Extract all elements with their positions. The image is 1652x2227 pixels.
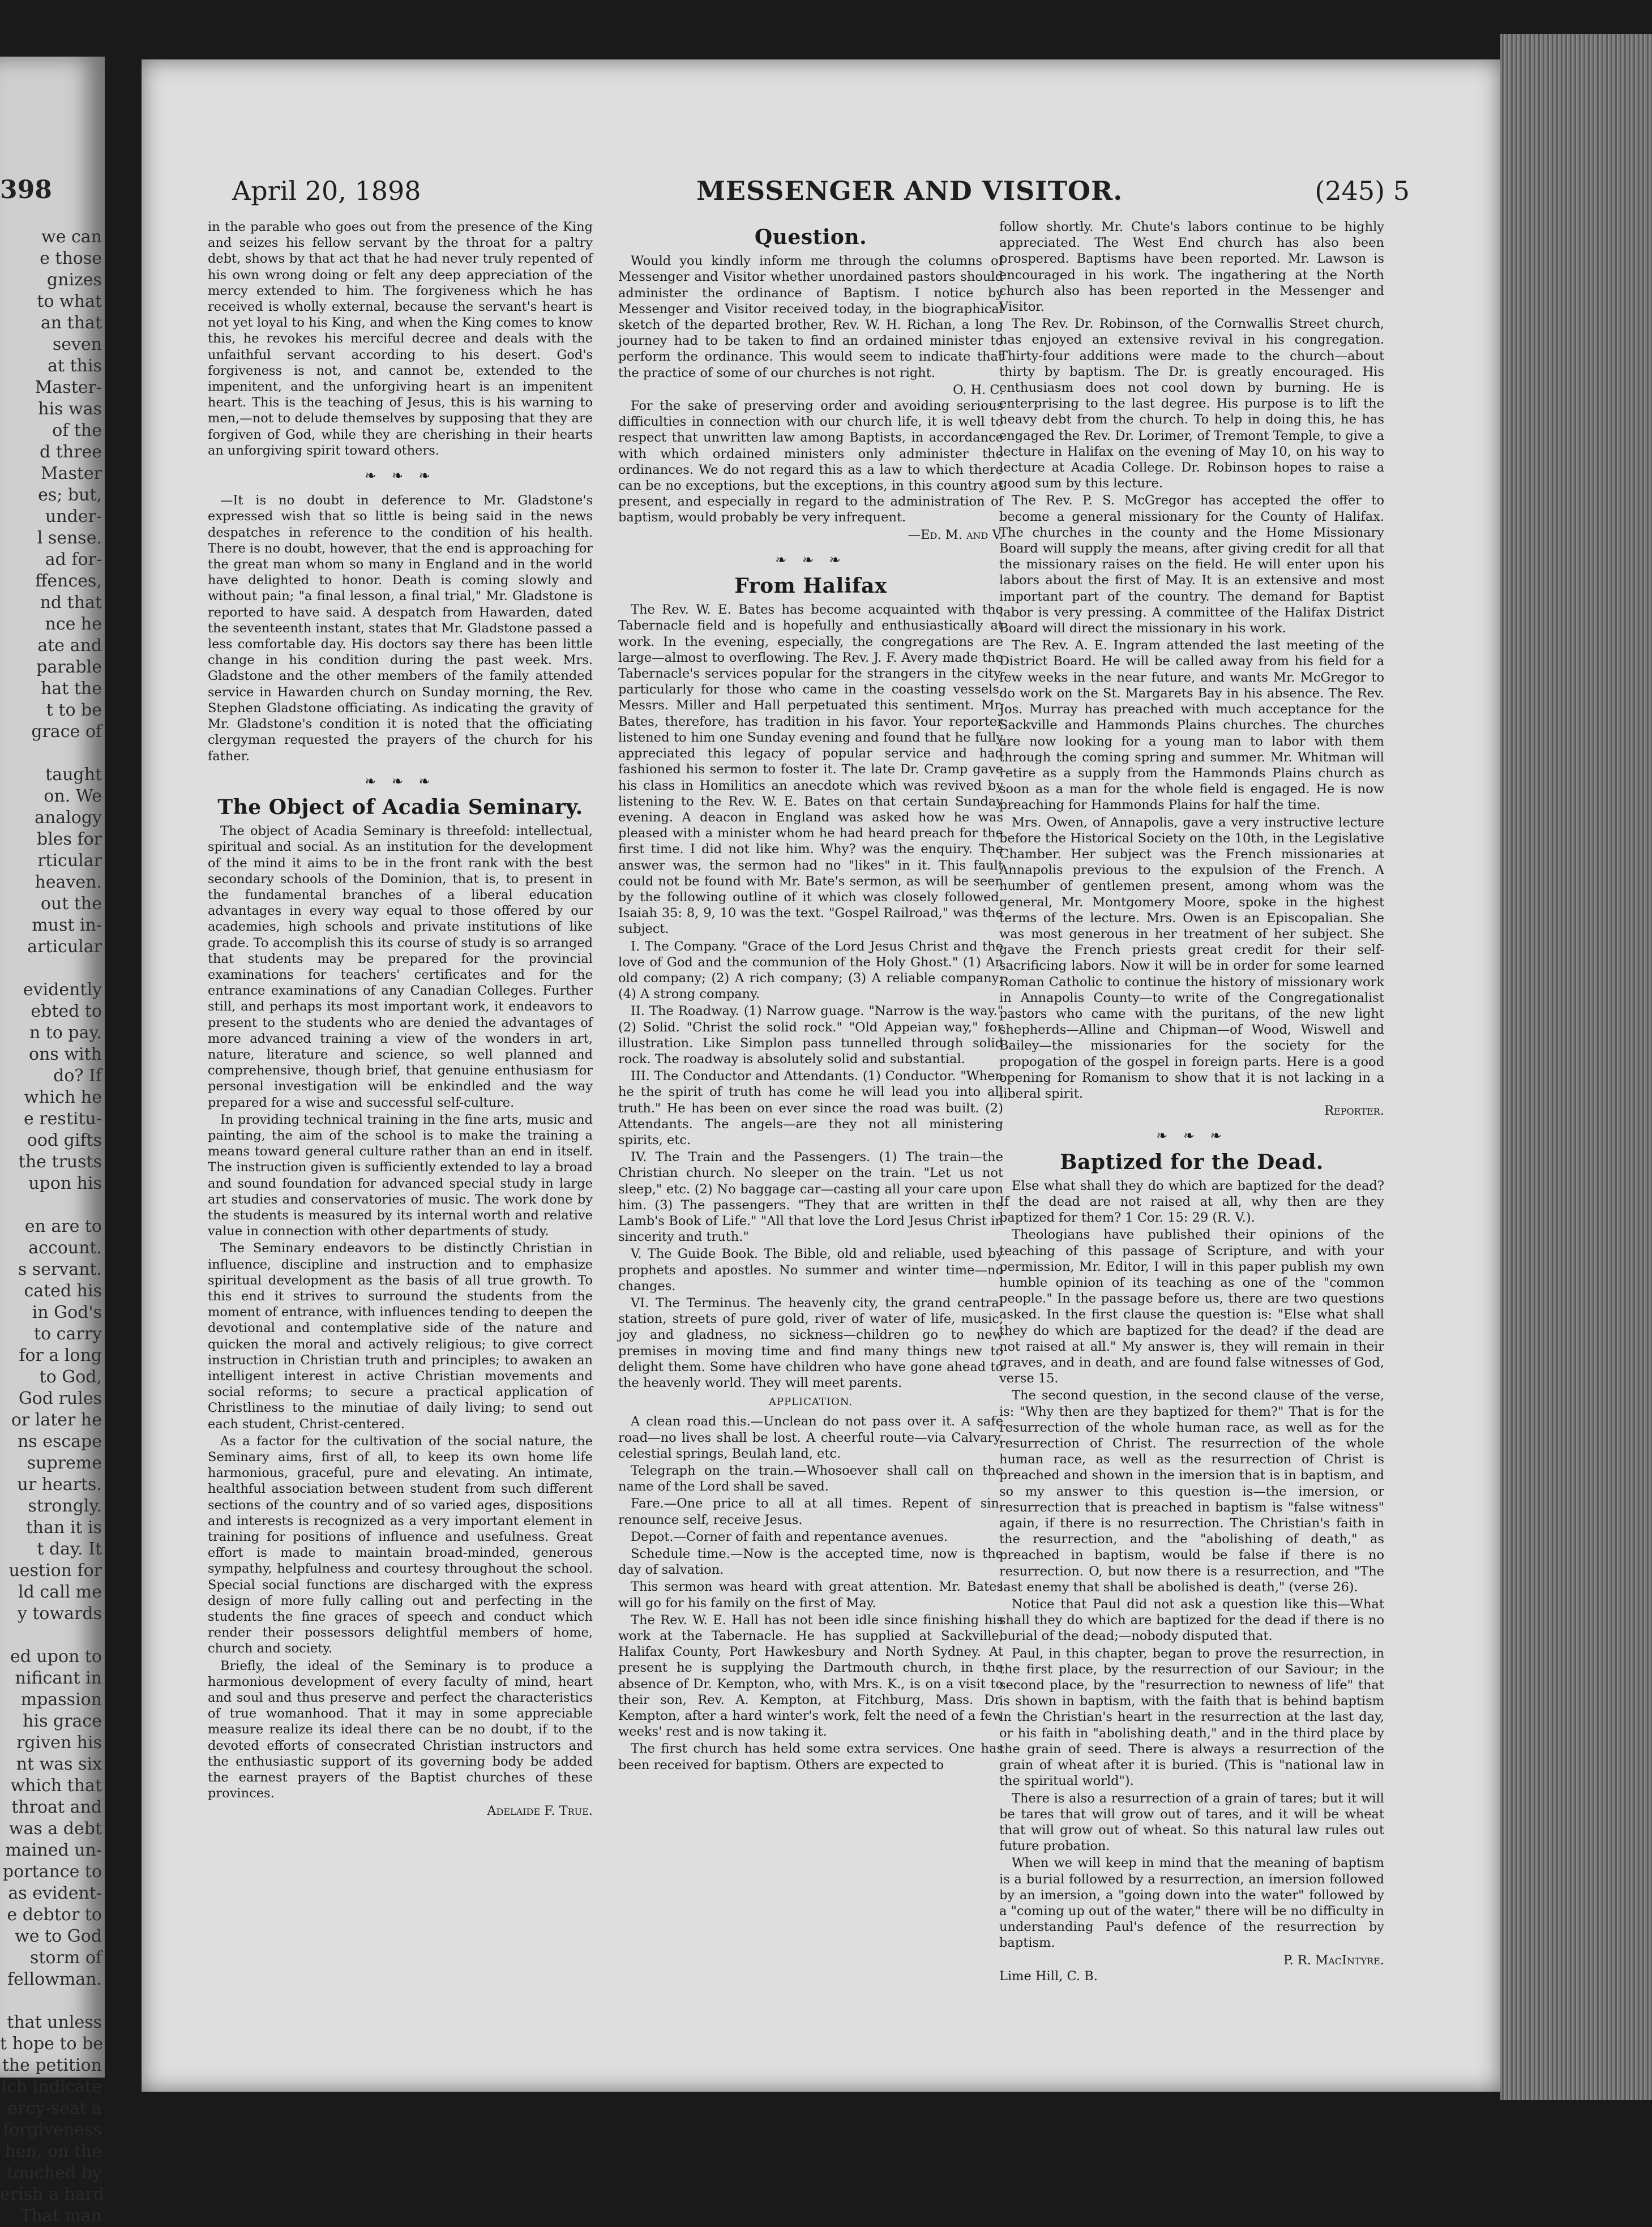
left-page-fragment: rticular bbox=[37, 851, 102, 871]
newspaper-page bbox=[142, 59, 1500, 2092]
left-page-fragment: to carry bbox=[34, 1324, 102, 1344]
left-page-fragment: his was bbox=[38, 399, 102, 419]
left-page-fragment: parable bbox=[36, 657, 102, 677]
left-page-fragment: That man bbox=[20, 2206, 102, 2226]
paragraph: In providing technical training in the fine arts, music and painting, the aim of the school is to make the training a means toward general culture rather than an end in itself. The instruction given is sufficiently extended to lay a broad and sound foundation for advanced special study in large art studies and conservatories of music. The work done by the students is measured by its internal worth and relative value in connection with other departments of study. bbox=[208, 1112, 593, 1239]
article-heading: Baptized for the Dead. bbox=[1060, 1150, 1324, 1174]
left-page-fragment: must in- bbox=[32, 915, 102, 935]
left-page-fragment: account. bbox=[28, 1238, 102, 1258]
left-page-fragment: ed upon to bbox=[10, 1647, 102, 1667]
left-page-fragment: nificant in bbox=[15, 1668, 102, 1688]
left-page-fragment: Master bbox=[40, 464, 102, 483]
paragraph: Notice that Paul did not ask a question like this—What shall they do which are baptized for the dead if there is no burial of the dead;—nobody disputed that. bbox=[999, 1597, 1384, 1644]
left-page-fragment: taught bbox=[45, 765, 102, 785]
left-page-fragment: out the bbox=[40, 894, 102, 914]
left-page-fragment: or later he bbox=[11, 1410, 102, 1430]
paragraph: The Rev. W. E. Hall has not been idle since finishing his work at the Tabernacle. He has supplied at Sackville, Halifax County, Port Hawkesbury and North Sydney. At present he is supplying the Dartmouth church, in the absence of Dr. Kempton, who, with Mrs. K., is on a visit to their son, Rev. A. Kempton, at Fitchburg, Mass. Dr. Kempton, after a hard winter's work, felt the need of a few weeks' rest and is now taking it. bbox=[618, 1612, 1003, 1740]
left-page-fragment bbox=[0, 1194, 102, 1216]
left-page-fragment bbox=[0, 1625, 102, 1646]
left-page-fragment: to God, bbox=[39, 1367, 102, 1387]
paragraph: V. The Guide Book. The Bible, old and reliable, used by prophets and apostles. No summer and winter time—no changes. bbox=[618, 1247, 1003, 1294]
paragraph: II. The Roadway. (1) Narrow guage. "Narrow is the way." (2) Solid. "Christ the solid rock." "Old Appeian way," for illustration. Like Simplon pass tunnelled through solid rock. The roadway is absolutely solid and substantial. bbox=[618, 1004, 1003, 1067]
left-page-fragment: we can bbox=[41, 227, 102, 247]
left-page-fragment: d three bbox=[40, 442, 102, 462]
left-page-fragment: mained un- bbox=[5, 1840, 102, 1860]
paragraph: Mrs. Owen, of Annapolis, gave a very instructive lecture before the Historical Society on the 10th, in the Legislative Chamber. Her subject was the French missionaries at Annapolis previous to the expulsion of the French. A number of gentlemen present, among whom was the general, Mr. Montgomery Moore, spoke in the highest terms of the lecture. Mrs. Owen is an Episcopalian. She was most generous in her treatment of her subject. She gave the French priests great credit for their self-sacrificing labors. Now it will be in order for some learned Roman Catholic to continue the history of missionary work in Annapolis County—to write of the Congregationalist pastors who came with the puritans, of the new light shepherds—Alline and Chipman—of Wood, Wiswell and Bailey—the missionaries for the society for the propogation of the gospel in foreign parts. Here is a good opening for Romanism to show that it is not lacking in a liberal spirit. bbox=[999, 815, 1384, 1101]
paragraph: The first church has held some extra services. One has been received for baptism. Others are expected to bbox=[618, 1741, 1003, 1772]
left-page-fragment: strongly. bbox=[28, 1496, 102, 1516]
left-page-fragment: ad for- bbox=[45, 550, 102, 569]
left-page-fragment: portance to bbox=[2, 1862, 102, 1882]
left-page-fragment: ich indicate bbox=[1, 2077, 102, 2097]
paragraph: VI. The Terminus. The heavenly city, the grand central station, streets of pure gold, river of water of life, music, joy and gladness, no sickness—children go to new premises in moving time and find many things new to delight them. Some have children who have gone ahead to the heavenly world. They will meet parents. bbox=[618, 1296, 1003, 1391]
left-page-fragment: as evident- bbox=[8, 1883, 102, 1903]
paragraph: Would you kindly inform me through the columns of Messenger and Visitor whether unordained pastors should administer the ordinance of Baptism. I notice by Messenger and Visitor received today, in the biographical sketch of the departed brother, Rev. W. H. Richan, a long journey had to be taken to find an ordained minister to perform the ordinance. This would seem to indicate that the practice of some of our churches is not right. bbox=[618, 254, 1003, 380]
left-page-fragment: nd that bbox=[40, 593, 102, 613]
paragraph: IV. The Train and the Passengers. (1) The train—the Christian church. No sleeper on the train. "Let us not sleep," etc. (2) No baggage car—casting all your care upon him. (3) The passengers. "They that are written in the Lamb's Book of Life." "All that love the Lord Jesus Christ in sincerity and truth." bbox=[618, 1150, 1003, 1245]
left-page-fragment: l sense. bbox=[37, 528, 102, 548]
article-heading: Question. bbox=[754, 225, 867, 249]
left-page-fragment: forgiveness bbox=[3, 2120, 102, 2140]
paragraph: Telegraph on the train.—Whosoever shall call on the name of the Lord shall be saved. bbox=[618, 1463, 1003, 1494]
paragraph: Fare.—One price to all at all times. Repent of sin, renounce self, receive Jesus. bbox=[618, 1496, 1003, 1527]
author-signature: Reporter. bbox=[1324, 1103, 1384, 1119]
left-page-fragment: than it is bbox=[25, 1518, 102, 1538]
left-page-fragment: heaven. bbox=[35, 872, 102, 892]
paragraph: A clean road this.—Unclean do not pass over it. A safe road—no lives shall be lost. A cheerful route—via Calvary, celestial springs, Beulah land, etc. bbox=[618, 1414, 1003, 1461]
left-page-fragment: ffences, bbox=[35, 571, 102, 591]
left-page-fragment: rgiven his bbox=[16, 1733, 102, 1753]
left-page-text-fragments bbox=[0, 226, 105, 2227]
ornament-divider: ❧ ❧ ❧ bbox=[1156, 1128, 1227, 1144]
left-page-fragment: y towards bbox=[17, 1604, 102, 1624]
left-page-fragment: en are to bbox=[24, 1217, 102, 1236]
left-page-fragment: at this bbox=[48, 356, 102, 376]
column-3 bbox=[999, 219, 1384, 2082]
paragraph: —It is no doubt in deference to Mr. Gladstone's expressed wish that so little is being said in the news despatches in reference to the condition of his health. There is no doubt, however, that the end is approaching for the great man whom so many in England and in the world have delighted to honor. Death is coming slowly and without pain; "a final lesson, a final trial," Mr. Gladstone is reported to have said. A despatch from Hawarden, dated the seventeenth instant, states that Mr. Gladstone passed a less comfortable day. His doctors say there has been little change in his condition during the past week. Mrs. Gladstone and the other members of the family attended service in Hawarden church on Sunday morning, the Rev. Stephen Gladstone officiating. As indicating the gravity of Mr. Gladstone's condition it is noted that the officiating clergyman requested the prayers of the church for his father. bbox=[208, 493, 593, 764]
left-page-fragment: supreme bbox=[27, 1453, 102, 1473]
left-page-fragment: his grace bbox=[23, 1711, 102, 1731]
paragraph: The Rev. W. E. Bates has become acquainted with the Tabernacle field and is hopefully and enthusiastically at work. In the evening, especially, the congregations are large—almost to overflowing. The Rev. J. F. Avery made the Tabernacle's services popular for the strangers in the city, particularly for those who came in the coasting vessels. Messrs. Miller and Hall perpetuated this sentiment. Mr. Bates, therefore, has tradition in his favor. Your reporter listened to him one Sunday evening and found that he fully appreciated this legacy of popular service and had fashioned his sermon to foster it. The late Dr. Cramp gave his class in Homilitics an anecdote which was revived by listening to the Rev. W. E. Bates on that certain Sunday evening. A deacon in England was asked how he was pleased with a minister whom he had heard preach for the first time. I did not like him. Why? was the enquiry. The answer was, the sermon had no "likes" in it. This fault could not be found with Mr. Bate's sermon, as will be seen by the following outline of it which was closely followed. Isaiah 35: 8, 9, 10 was the text. "Gospel Railroad," was the subject. bbox=[618, 602, 1003, 937]
left-page-fragment: n to pay. bbox=[29, 1023, 102, 1043]
left-page-fragment: touched by bbox=[6, 2163, 102, 2183]
paragraph: There is also a resurrection of a grain of tares; but it will be tares that will grow out of tares, and it will be wheat that will grow out of wheat. So this natural law rules out future probation. bbox=[999, 1791, 1384, 1854]
left-page-fragment: storm of bbox=[29, 1948, 102, 1968]
paragraph: The object of Acadia Seminary is threefold: intellectual, spiritual and social. As an institution for the development of the mind it aims to be in the front rank with the best secondary schools of the Dominion, that is, to present in the fundamental branches of a liberal education advantages in every way equal to those offered by our academies, high schools and private institutions of like grade. To accomplish this its course of study is so arranged that students may be prepared for the provincial examinations for teachers' certificates and for the entrance examinations of any Canadian Colleges. Further still, and perhaps its most important work, it endeavors to present to the students who are denied the advantages of more advanced training a view of the wonders in art, nature, literature and science, so well planned and comprehensive, though brief, that genuine enthusiasm for personal investigation will be enkindled and the way prepared for a wise and successful self-culture. bbox=[208, 824, 593, 1110]
left-page-fragment: which that bbox=[10, 1776, 102, 1796]
left-page-fragment: do? If bbox=[53, 1066, 102, 1086]
left-page-fragment: nce he bbox=[45, 614, 102, 634]
left-page-fragment: es; but, bbox=[38, 485, 102, 505]
book-page-edges bbox=[1500, 34, 1652, 2100]
paragraph: The Seminary endeavors to be distinctly Christian in influence, discipline and instruction and to emphasize spiritual development as the basis of all true growth. To this end it strives to surround the students from the moment of entrance, with influences tending to deepen the devotional and contemplative side of the nature and quicken the moral and actively religious; to give correct instruction in Christian truth and principles; to awaken an intelligent interest in active Christian movements and social reforms; to secure a practical application of Christliness to the minutiae of daily living; to send out each student, Christ-centered. bbox=[208, 1241, 593, 1432]
left-page-fragment: for a long bbox=[19, 1346, 102, 1365]
left-page-fragment: in God's bbox=[32, 1303, 102, 1322]
paragraph: Paul, in this chapter, began to prove the resurrection, in the first place, by the resurrection of our Saviour; in the second place, by the "resurrection to newness of life" that is shown in baptism, with the faith that is behind baptism in the Christian's heart in the resurrection at the last day, or his faith in "abolishing death," and in the third place by the grain of seed. There is always a resurrection of the grain of wheat after it is buried. (This is "national law in the spiritual world"). bbox=[999, 1646, 1384, 1789]
left-page-number: 398 bbox=[0, 175, 52, 204]
left-page-fragment: throat and bbox=[11, 1797, 102, 1817]
column-2 bbox=[618, 219, 1003, 2082]
left-page-fragment: ons with bbox=[29, 1044, 102, 1064]
paragraph: III. The Conductor and Attendants. (1) Conductor. "When he the spirit of truth has come he will lead you into all truth." He has been on ever since the road was built. (2) Attendants. The angels—are they not all ministering spirits, etc. bbox=[618, 1069, 1003, 1147]
left-page-fragment: grace of bbox=[31, 722, 102, 742]
left-page-fragment: erish a hard bbox=[0, 2185, 105, 2204]
left-page-fragment: ood gifts bbox=[27, 1130, 102, 1150]
left-page-fragment: analogy bbox=[35, 808, 102, 828]
left-page-fragment: articular bbox=[27, 937, 102, 957]
left-page-fragment: an that bbox=[40, 313, 102, 333]
left-page-fragment: e restitu- bbox=[24, 1109, 102, 1129]
paragraph: follow shortly. Mr. Chute's labors continue to be highly appreciated. The West End church has also been prospered. Baptisms have been reported. Mr. Lawson is encouraged in his work. The ingathering at the North church also has been reported in the Messenger and Visitor. bbox=[999, 220, 1384, 315]
adjacent-left-page bbox=[0, 57, 105, 2226]
left-page-fragment: of the bbox=[52, 421, 102, 440]
paragraph: I. The Company. "Grace of the Lord Jesus Christ and the love of God and the communion of the Holy Ghost." (1) An old company; (2) A rich company; (3) A reliable company; (4) A strong company. bbox=[618, 939, 1003, 1002]
author-signature: O. H. C. bbox=[953, 382, 1003, 397]
left-page-fragment bbox=[0, 1990, 102, 2012]
article-heading: The Object of Acadia Seminary. bbox=[217, 795, 583, 819]
left-page-fragment: e debtor to bbox=[7, 1905, 102, 1925]
left-page-fragment: on. We bbox=[44, 786, 102, 806]
left-page-fragment bbox=[0, 743, 102, 764]
left-page-fragment: e those bbox=[40, 249, 102, 268]
left-page-fragment: ebted to bbox=[31, 1001, 102, 1021]
editor-signature: —Ed. M. and V. bbox=[908, 527, 1003, 542]
ornament-divider: ❧ ❧ ❧ bbox=[365, 468, 436, 484]
left-page-fragment: which he bbox=[24, 1087, 102, 1107]
left-page-fragment: seven bbox=[52, 335, 102, 354]
left-page-fragment: that unless bbox=[7, 2012, 102, 2032]
paragraph: For the sake of preserving order and avoiding serious difficulties in connection with our church life, it is well to respect that unwritten law among Baptists, in accordance with which ordained ministers only administer the ordinances. We do not regard this as a law to which there can be no exceptions, but the exceptions, in this country at present, and especially in regard to the administration of baptism, would probably be very infrequent. bbox=[618, 399, 1003, 525]
left-page-fragment: Master- bbox=[35, 378, 102, 397]
left-page-fragment: t day. It bbox=[37, 1539, 102, 1559]
masthead bbox=[232, 175, 1410, 209]
issue-date: April 20, 1898 bbox=[232, 175, 421, 206]
left-page-fragment: mpassion bbox=[20, 1690, 102, 1710]
left-page-fragment: to what bbox=[37, 292, 102, 311]
left-page-fragment: hen, on the bbox=[5, 2142, 102, 2161]
left-page-fragment: fellowman. bbox=[7, 1969, 102, 1989]
paragraph: in the parable who goes out from the presence of the King and seizes his fellow servant by the throat for a paltry debt, shows by that act that he had never truly repented of his own wrong doing or felt any deep appreciation of the mercy extended to him. The forgiveness which he has received is wholly external, because the servant's heart is not yet loyal to his King, and when the King comes to know this, he revokes his merciful decree and deals with the unfaithful servant according to his desert. God's forgiveness is not, and cannot be, extended to the impenitent, and the unforgiving heart is an impenitent heart. This is the teaching of Jesus, this is his warning to men,—not to delude themselves by supposing that they are forgiven of God, while they are cherishing in their hearts an unforgiving spirit toward others. bbox=[208, 220, 593, 458]
ornament-divider: ❧ ❧ ❧ bbox=[775, 551, 846, 568]
ornament-divider: ❧ ❧ ❧ bbox=[365, 773, 436, 789]
left-page-fragment: bles for bbox=[37, 829, 102, 849]
article-heading: From Halifax bbox=[734, 574, 887, 598]
left-page-fragment: we to God bbox=[15, 1926, 102, 1946]
left-page-fragment: hat the bbox=[41, 679, 102, 699]
left-page-fragment: t hope to be bbox=[0, 2034, 104, 2054]
publication-title: MESSENGER AND VISITOR. bbox=[696, 175, 1123, 206]
author-signature: P. R. MacIntyre. bbox=[1283, 1952, 1384, 1968]
paragraph: The Rev. A. E. Ingram attended the last meeting of the District Board. He will be called away from his field for a few weeks in the near future, and wants Mr. McGregor to do work on the St. Margarets Bay in his absence. The Rev. Jos. Murray has preached with much acceptance for the Sackville and Hammonds Plains churches. The churches are now looking for a young man to labor with them through the coming spring and summer. Mr. Whitman will retire as a supply from the Hammonds Plains church as soon as a man for the whole field is engaged. He is now preaching for Hammonds Plains for half the time. bbox=[999, 638, 1384, 813]
subheading: APPLICATION. bbox=[768, 1396, 853, 1408]
paragraph: Briefly, the ideal of the Seminary is to produce a harmonious development of every faculty of mind, heart and soul and thus preserve and perfect the characteristics of true womanhood. That it may in some appreciable measure realize its ideal there can be no doubt, if to the devoted efforts of consecrated Christian instructors and the enthusiastic support of its governing body be added the earnest prayers of the Baptist churches of these provinces. bbox=[208, 1658, 593, 1801]
author-location: Lime Hill, C. B. bbox=[999, 1968, 1098, 1984]
left-page-fragment: uestion for bbox=[8, 1561, 102, 1581]
left-page-fragment bbox=[0, 958, 102, 979]
left-page-fragment: s servant. bbox=[18, 1260, 102, 1279]
left-page-fragment: upon his bbox=[28, 1174, 102, 1193]
left-page-fragment: evidently bbox=[23, 980, 102, 1000]
left-page-fragment: cated his bbox=[24, 1281, 102, 1301]
left-page-fragment: t to be bbox=[46, 700, 102, 720]
left-page-fragment: ercy-seat a bbox=[7, 2098, 102, 2118]
left-page-fragment: ate and bbox=[37, 636, 102, 656]
column-1 bbox=[208, 219, 593, 2082]
page-number: (245) 5 bbox=[1315, 175, 1410, 206]
left-page-fragment: ld call me bbox=[18, 1582, 102, 1602]
paragraph: Schedule time.—Now is the accepted time, now is the day of salvation. bbox=[618, 1547, 1003, 1578]
left-page-fragment: God rules bbox=[18, 1389, 102, 1408]
paragraph: When we will keep in mind that the meaning of baptism is a burial followed by a resurrection, an imersion followed by an imersion, a "going down into the water" followed by a "coming up out of the water," there will be no difficulty in understanding Paul's defence of the resurrection by baptism. bbox=[999, 1856, 1384, 1951]
paragraph: As a factor for the cultivation of the social nature, the Seminary aims, first of all, to keep its own home life harmonious, graceful, pure and elevating. An intimate, healthful association between student from such different sections of the country and of so varied ages, dispositions and interests is recognized as a very important element in training for positions of influence and usefulness. Great effort is made to maintain broad-minded, generous sympathy, helpfulness and courtesy throughout the school. Special social functions are discharged with the express design of more fully calling out and perfecting in the students the fine graces of speech and conduct which render their possessors delightful members of home, church and society. bbox=[208, 1433, 593, 1656]
left-page-fragment: nt was six bbox=[16, 1754, 102, 1774]
paragraph: This sermon was heard with great attention. Mr. Bates will go for his family on the first of May. bbox=[618, 1579, 1003, 1611]
left-page-fragment: ur hearts. bbox=[17, 1475, 102, 1494]
paragraph: Depot.—Corner of faith and repentance avenues. bbox=[631, 1529, 948, 1544]
left-page-fragment: the petition bbox=[2, 2055, 102, 2075]
paragraph: Else what shall they do which are baptized for the dead? If the dead are not raised at all, why then are they baptized for them? 1 Cor. 15: 29 (R. V.). bbox=[999, 1178, 1384, 1226]
author-signature: Adelaide F. True. bbox=[487, 1803, 593, 1818]
paragraph: The second question, in the second clause of the verse, is: "Why then are they baptized for them?" That is for the resurrection of the whole human race, as well as for the resurrection of Christ. The resurrection of the whole human race, as well as the resurrection of Christ is preached and shown in the imersion that is in baptism, and so my answer to this question is—the imersion, or resurrection that is preached in baptism is "false witness" again, if there is no resurrection. The Christian's faith in the resurrection, and the "abolishing of death," as preached in baptism, would be false if there is no resurrection. O, but now there is a resurrection, and "The last enemy that shall be abolished is death," (verse 26). bbox=[999, 1388, 1384, 1595]
left-page-fragment: gnizes bbox=[46, 270, 102, 290]
left-page-fragment: the trusts bbox=[18, 1152, 102, 1172]
left-page-fragment: was a debt bbox=[8, 1819, 102, 1839]
left-page-fragment: under- bbox=[45, 507, 102, 526]
paragraph: The Rev. P. S. McGregor has accepted the offer to become a general missionary for the County of Halifax. The churches in the county and the Home Missionary Board will supply the means, after giving credit for all that the missionary raises on the field. He will enter upon his labors about the first of May. It is an extensive and most important part of the country. The demand for Baptist labor is very pressing. A committee of the Halifax District Board will direct the missionary in his work. bbox=[999, 493, 1384, 636]
paragraph: The Rev. Dr. Robinson, of the Cornwallis Street church, has enjoyed an extensive revival in his congregation. Thirty-four additions were made to the church—about thirty by baptism. The Dr. is greatly encouraged. His enthusiasm does not cool down by burning. He is enterprising to the last degree. His purpose is to lift the heavy debt from the church. To help in doing this, he has engaged the Rev. Dr. Lorimer, of Tremont Temple, to give a lecture in Halifax on the evening of May 10, on his way to lecture at Acadia College. Dr. Robinson hopes to raise a good sum by this lecture. bbox=[999, 316, 1384, 491]
paragraph: Theologians have published their opinions of the teaching of this passage of Scripture, and with your permission, Mr. Editor, I will in this paper publish my own humble opinion of its teaching as one of the "common people." In the passage before us, there are two questions asked. In the first clause the question is: "Else what shall they do which are baptized for the dead? if the dead are not raised at all." My answer is, they will remain in their graves, and in death, and are found false witnesses of God, verse 15. bbox=[999, 1227, 1384, 1386]
left-page-fragment: ns escape bbox=[17, 1432, 102, 1451]
